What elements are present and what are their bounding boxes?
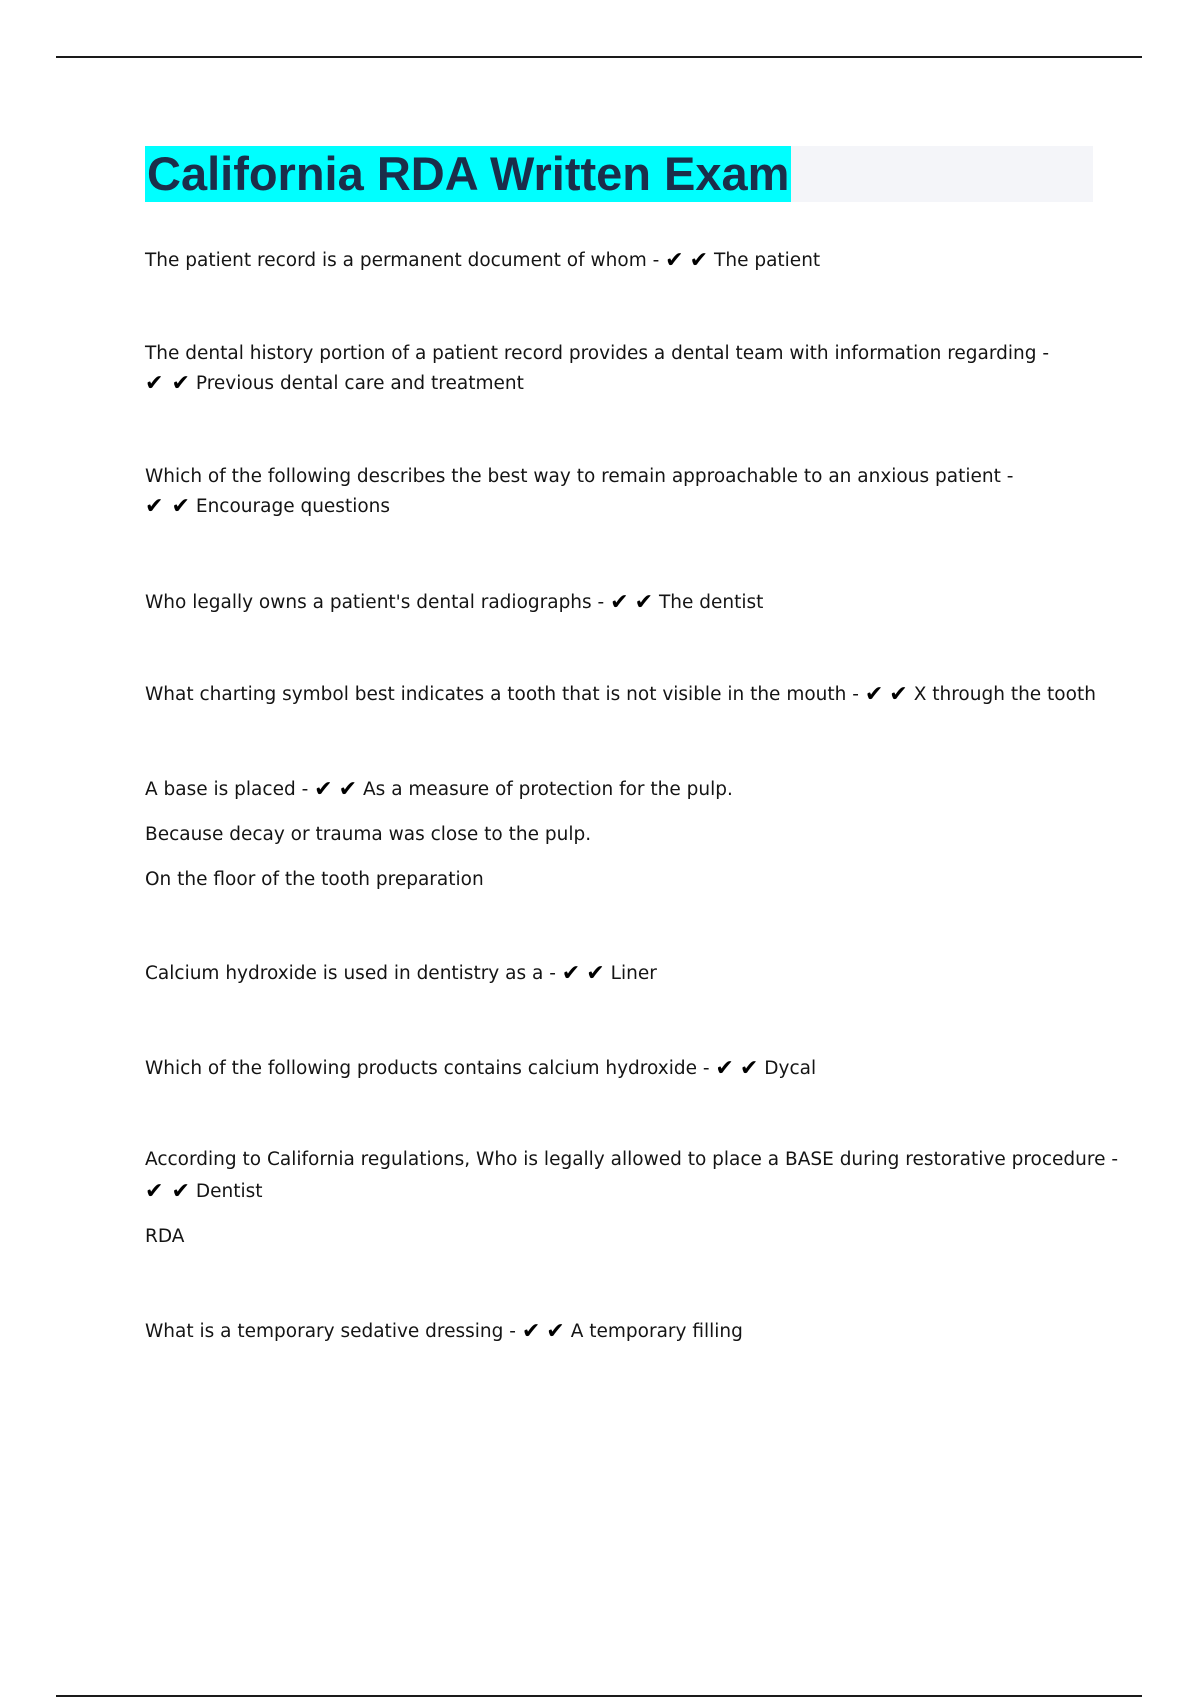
check-icon: ✔ [338, 777, 358, 802]
answer-text: Liner [610, 963, 657, 984]
qa-line [145, 1317, 1105, 1347]
answer-text: Encourage questions [195, 496, 391, 517]
check-icon: ✔ [665, 248, 684, 273]
qa-line [145, 1054, 1105, 1084]
check-icon: ✔ [546, 1319, 565, 1344]
question-text: What charting symbol best indicates a tooth that is not visible in the mouth - [145, 684, 859, 705]
check-icon: ✔ [521, 1319, 541, 1344]
question-text: According to California regulations, Who is legally allowed to place a BASE during restorative procedure - [145, 1149, 1119, 1170]
qa-item [145, 246, 1105, 276]
qa-line [145, 1145, 1119, 1175]
top-rule [56, 56, 1142, 58]
question-text: Which of the following describes the best way to remain approachable to an anxious patient - [145, 466, 1014, 487]
answer-text: The dentist [659, 592, 764, 613]
question-text: Calcium hydroxide is used in dentistry as a - [145, 963, 556, 984]
check-icon: ✔ [171, 494, 190, 519]
question-text: The dental history portion of a patient record provides a dental team with information regarding - [145, 343, 1050, 364]
check-icon: ✔ [145, 494, 164, 519]
qa-line [145, 959, 1105, 989]
check-icon: ✔ [715, 1056, 734, 1081]
qa-item [145, 462, 1105, 522]
qa-item [145, 1054, 1105, 1084]
check-icon: ✔ [561, 961, 581, 986]
check-icon: ✔ [314, 777, 333, 802]
answer-extra-line: Because decay or trauma was close to the pulp. [145, 824, 592, 845]
qa-item [145, 588, 1105, 618]
qa-line [145, 775, 1105, 805]
qa-item [145, 959, 1105, 989]
answer-text: As a measure of protection for the pulp. [363, 779, 733, 800]
answer-text: X through the tooth [913, 684, 1096, 705]
qa-line [145, 462, 1105, 492]
qa-item [145, 1145, 1119, 1252]
check-icon: ✔ [586, 961, 605, 986]
answer-text: Dentist [195, 1181, 263, 1202]
qa-line [145, 680, 1105, 710]
qa-item [145, 339, 1105, 399]
check-icon: ✔ [889, 682, 908, 707]
question-text: What is a temporary sedative dressing - [145, 1321, 516, 1342]
answer-extra-line: RDA [145, 1226, 185, 1247]
answer-text: Previous dental care and treatment [195, 373, 524, 394]
page-title: California RDA Written Exam [147, 147, 790, 200]
check-icon: ✔ [171, 371, 190, 396]
question-text: A base is placed - [145, 779, 309, 800]
answer-text: A temporary filling [570, 1321, 743, 1342]
bottom-rule [56, 1695, 1142, 1697]
check-icon: ✔ [145, 1179, 164, 1204]
check-icon: ✔ [171, 1179, 190, 1204]
question-text: The patient record is a permanent document of whom - [145, 250, 660, 271]
qa-line [145, 339, 1105, 369]
check-icon: ✔ [864, 682, 884, 707]
qa-line [145, 588, 1105, 618]
check-icon: ✔ [634, 590, 653, 615]
answer-extra-line: On the floor of the tooth preparation [145, 869, 484, 890]
qa-line [145, 246, 1105, 276]
qa-item [145, 680, 1105, 710]
question-text: Which of the following products contains calcium hydroxide - [145, 1058, 710, 1079]
qa-line [145, 1177, 1105, 1207]
check-icon: ✔ [610, 590, 629, 615]
qa-line [145, 369, 1105, 399]
check-icon: ✔ [689, 248, 709, 273]
qa-item [145, 1317, 1105, 1347]
answer-text: Dycal [764, 1058, 817, 1079]
check-icon: ✔ [145, 371, 164, 396]
question-text: Who legally owns a patient's dental radiographs - [145, 592, 605, 613]
qa-item [145, 775, 1105, 895]
check-icon: ✔ [739, 1056, 759, 1081]
qa-line [145, 492, 1105, 522]
answer-text: The patient [714, 250, 821, 271]
